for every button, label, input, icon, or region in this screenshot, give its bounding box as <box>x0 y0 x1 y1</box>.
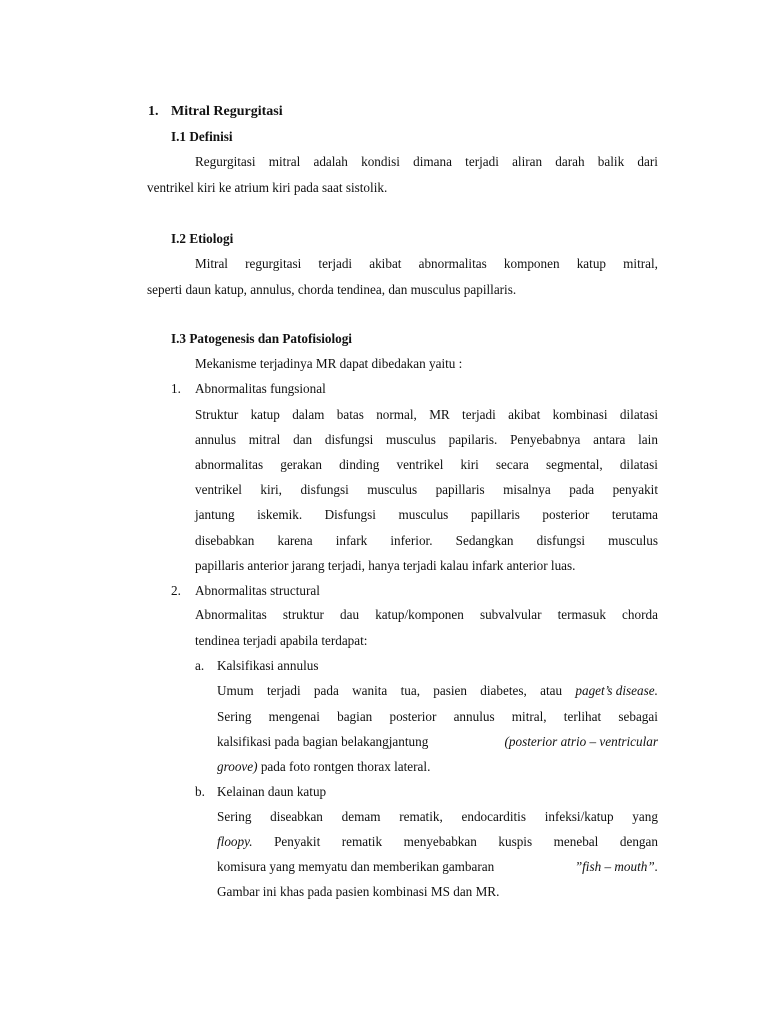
word: segmental, <box>545 457 603 472</box>
word: floopy. <box>217 834 253 849</box>
fungsional-line-4 <box>195 483 658 496</box>
word: katup <box>576 256 607 271</box>
word: pasien <box>433 683 467 698</box>
word: dau <box>340 607 360 622</box>
word: misalnya <box>503 482 551 497</box>
word: mitral <box>248 432 281 447</box>
definisi-line-2: ventrikel kiri ke atrium kiri pada saat sistolik. <box>147 180 388 195</box>
word: dilatasi <box>619 457 658 472</box>
word: komponen <box>503 256 560 271</box>
kalsifikasi-line-4-italic: groove) <box>217 759 258 774</box>
word: posterior <box>389 709 437 724</box>
word: dan <box>293 432 313 447</box>
word: mitral, <box>511 709 547 724</box>
kalsifikasi-line-3-italic: (posterior atrio – ventricular <box>504 734 658 749</box>
kalsifikasi-line-2 <box>217 710 658 723</box>
word: katup/komponen <box>375 607 464 622</box>
fungsional-line-1 <box>195 408 658 421</box>
word: infark <box>335 533 368 548</box>
word: ventrikel <box>195 482 242 497</box>
word: dinding <box>339 457 380 472</box>
word: disfungsi <box>300 482 349 497</box>
word: rematik <box>341 834 383 849</box>
word: Disfungsi <box>324 507 376 522</box>
kalsifikasi-line-4 <box>217 760 430 773</box>
word: subvalvular <box>479 607 542 622</box>
word: batas <box>336 407 364 422</box>
word: chorda <box>622 607 658 622</box>
word: karena <box>277 533 313 548</box>
word: abnormalitas <box>195 457 264 472</box>
word: akibat <box>508 407 541 422</box>
kelainan-line-2 <box>217 835 658 848</box>
word: regurgitasi <box>245 256 302 271</box>
word: musculus <box>398 507 449 522</box>
word: akibat <box>369 256 402 271</box>
word: balik <box>597 154 625 169</box>
word: endocarditis <box>461 809 526 824</box>
word: secara <box>495 457 529 472</box>
kelainan-line-3-text: komisura yang memyatu dan memberikan gambaran <box>217 859 495 874</box>
word: diabetes, <box>480 683 527 698</box>
kelainan-line-4: Gambar ini khas pada pasien kombinasi MS dan MR. <box>217 884 500 899</box>
word: Struktur <box>195 407 239 422</box>
word: dengan <box>619 834 658 849</box>
kalsifikasi-line-4-text: pada foto rontgen thorax lateral. <box>260 759 431 774</box>
heading-number: 1. <box>148 104 159 119</box>
fungsional-line-5 <box>195 508 658 521</box>
word: lain <box>638 432 658 447</box>
word: paget’s disease. <box>575 683 658 698</box>
word: normal, <box>376 407 417 422</box>
word: aliran <box>512 154 543 169</box>
word: papilaris. <box>448 432 498 447</box>
pato-intro: Mekanisme terjadinya MR dapat dibedakan yaitu : <box>195 356 463 371</box>
word: Sering <box>217 709 252 724</box>
word: sebagai <box>618 709 658 724</box>
kelainan-line-1 <box>217 810 658 823</box>
word: disfungsi <box>324 432 374 447</box>
word: bagian <box>337 709 373 724</box>
sublist-letter-b: b. <box>195 784 205 799</box>
kalsifikasi-line-1 <box>217 684 658 697</box>
word: Abnormalitas <box>195 607 267 622</box>
word: demam <box>341 809 381 824</box>
heading-title: Mitral Regurgitasi <box>171 104 283 119</box>
word: terjadi <box>465 154 499 169</box>
word: MR <box>429 407 450 422</box>
word: Sering <box>217 809 252 824</box>
etiologi-line-2: seperti daun katup, annulus, chorda tendinea, dan musculus papillaris. <box>147 282 517 297</box>
kelainan-line-3-italic: ”fish – mouth”. <box>574 859 658 874</box>
word: menyebabkan <box>403 834 477 849</box>
word: terjadi <box>266 683 301 698</box>
word: gerakan <box>280 457 322 472</box>
word: yang <box>632 809 658 824</box>
etiologi-line-1 <box>195 257 658 270</box>
word: terjadi <box>318 256 353 271</box>
word: terjadi <box>462 407 496 422</box>
word: dimana <box>413 154 452 169</box>
sublist-title-kalsifikasi: Kalsifikasi annulus <box>217 658 319 673</box>
word: jantung <box>195 507 235 522</box>
sublist-title-kelainan: Kelainan daun katup <box>217 784 327 799</box>
word: menebal <box>553 834 599 849</box>
list-number-2: 2. <box>171 583 181 598</box>
word: musculus <box>608 533 658 548</box>
word: Penyebabnya <box>510 432 581 447</box>
word: wanita <box>352 683 388 698</box>
word: kondisi <box>361 154 400 169</box>
section-title-patogenesis: I.3 Patogenesis dan Patofisiologi <box>171 331 352 346</box>
word: penyakit <box>612 482 658 497</box>
word: struktur <box>282 607 324 622</box>
word: abnormalitas <box>418 256 487 271</box>
word: katup <box>250 407 280 422</box>
word: annulus <box>453 709 495 724</box>
word: Penyakit <box>274 834 321 849</box>
word: dalam <box>292 407 325 422</box>
list-title-fungsional: Abnormalitas fungsional <box>195 381 326 396</box>
word: tua, <box>400 683 420 698</box>
word: pada <box>313 683 339 698</box>
word: Umum <box>217 683 254 698</box>
word: Mitral <box>195 256 228 271</box>
word: kiri, <box>260 482 282 497</box>
section-title-definisi: I.1 Definisi <box>171 129 233 144</box>
word: mengenai <box>268 709 320 724</box>
word: posterior <box>542 507 590 522</box>
structural-line-1 <box>195 608 658 621</box>
list-number-1: 1. <box>171 381 181 396</box>
word: disebabkan <box>195 533 255 548</box>
kelainan-line-3 <box>217 860 658 873</box>
word: papillaris <box>435 482 485 497</box>
word: dari <box>637 154 658 169</box>
word: musculus <box>367 482 418 497</box>
section-title-etiologi: I.2 Etiologi <box>171 231 234 246</box>
sublist-letter-a: a. <box>195 658 205 673</box>
kalsifikasi-line-3 <box>217 735 658 748</box>
word: kombinasi <box>552 407 608 422</box>
word: Sedangkan <box>455 533 514 548</box>
word: disfungsi <box>536 533 586 548</box>
fungsional-line-7: papillaris anterior jarang terjadi, hanya terjadi kalau infark anterior luas. <box>195 558 576 573</box>
word: inferior. <box>390 533 433 548</box>
fungsional-line-2 <box>195 433 658 446</box>
word: termasuk <box>557 607 606 622</box>
word: mitral <box>268 154 301 169</box>
list-title-structural: Abnormalitas structural <box>195 583 320 598</box>
word: adalah <box>313 154 348 169</box>
word: kuspis <box>498 834 533 849</box>
word: rematik, <box>399 809 443 824</box>
word: Regurgitasi <box>195 154 256 169</box>
word: annulus <box>195 432 237 447</box>
word: antara <box>593 432 626 447</box>
word: darah <box>555 154 585 169</box>
word: diseabkan <box>270 809 323 824</box>
word: kiri <box>460 457 479 472</box>
word: terutama <box>611 507 658 522</box>
word: ventrikel <box>396 457 444 472</box>
word: pada <box>569 482 595 497</box>
fungsional-line-6 <box>195 534 658 547</box>
definisi-line-1 <box>195 155 658 168</box>
word: infeksi/katup <box>544 809 614 824</box>
word: atau <box>540 683 563 698</box>
word: iskemik. <box>257 507 303 522</box>
word: dilatasi <box>619 407 658 422</box>
word: musculus <box>386 432 436 447</box>
kalsifikasi-line-3-text: kalsifikasi pada bagian belakangjantung <box>217 734 429 749</box>
word: terlihat <box>563 709 602 724</box>
structural-line-2: tendinea terjadi apabila terdapat: <box>195 633 368 648</box>
fungsional-line-3 <box>195 458 658 471</box>
word: mitral, <box>623 256 658 271</box>
word: papillaris <box>470 507 520 522</box>
